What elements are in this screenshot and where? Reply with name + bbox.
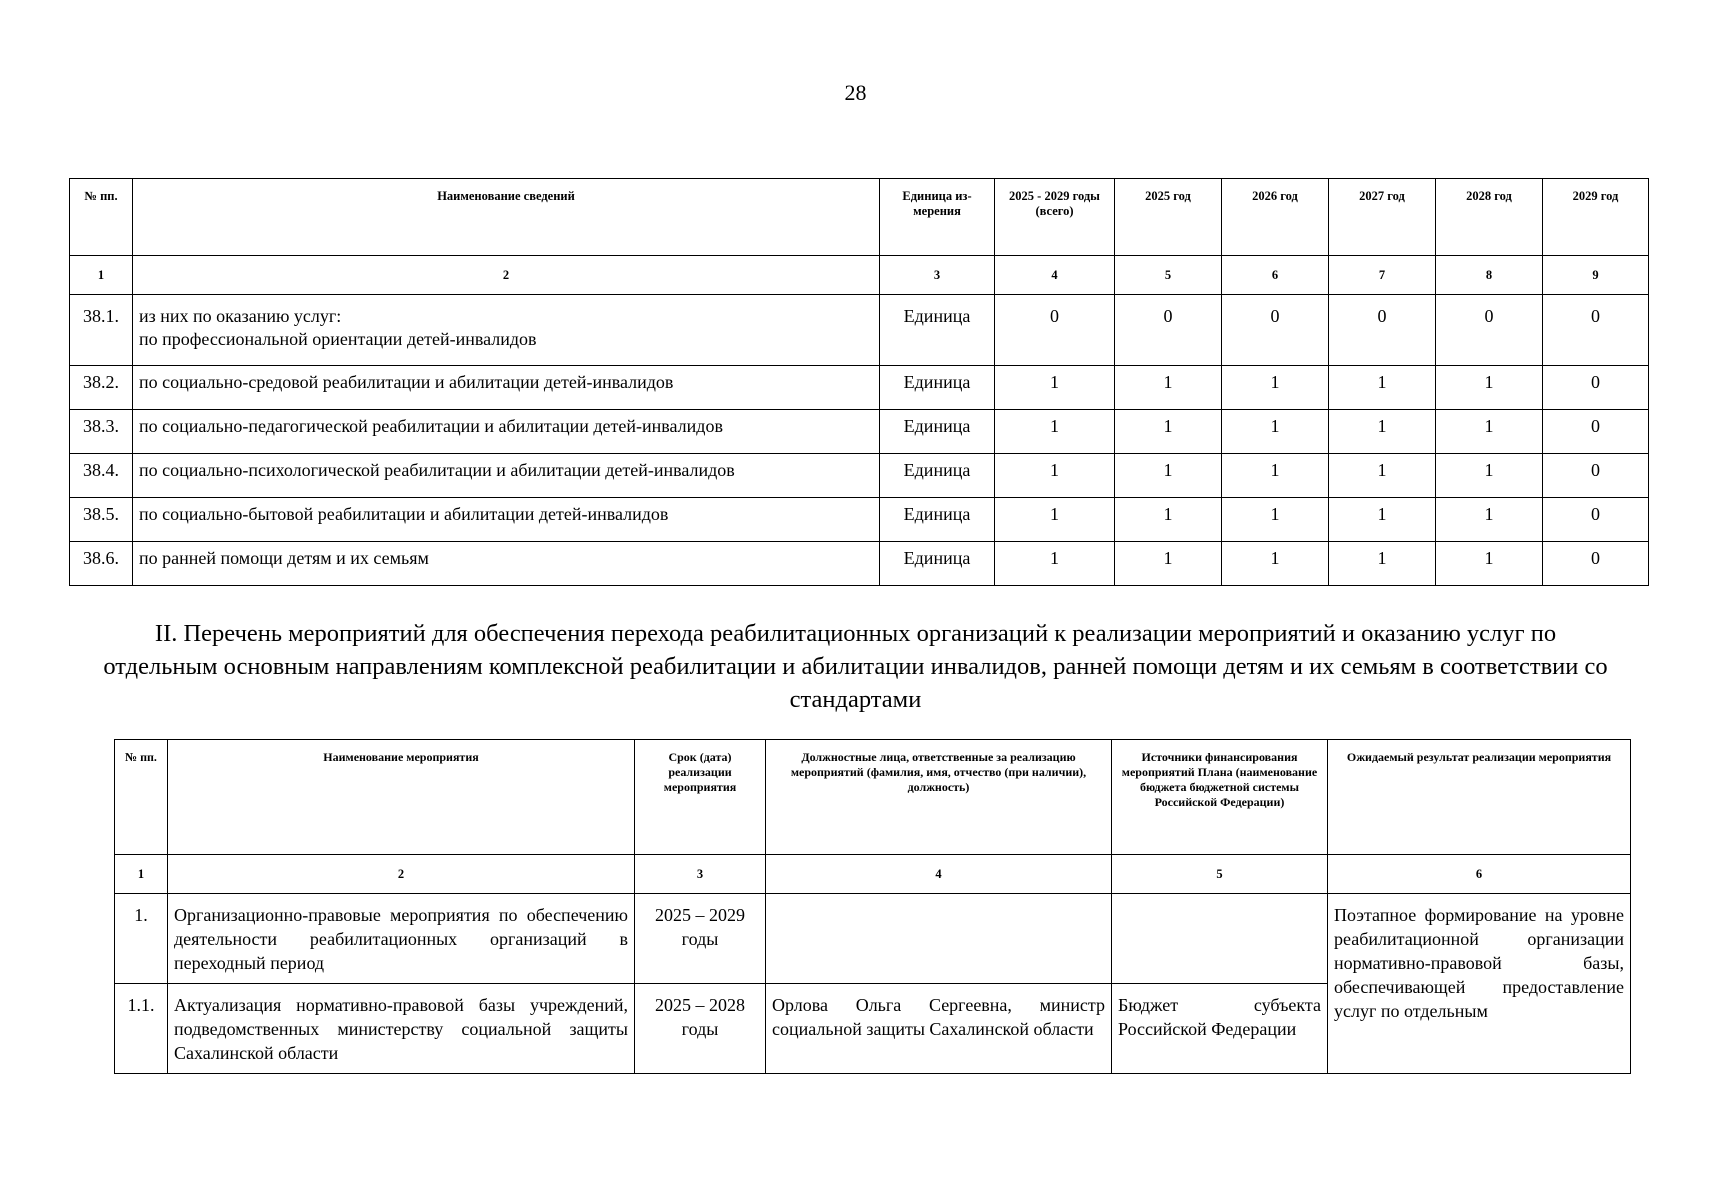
row-number: 38.6.	[70, 542, 133, 586]
measure-responsible	[766, 894, 1112, 984]
value-2029: 0	[1543, 498, 1649, 542]
value-2028: 0	[1436, 295, 1543, 366]
measure-term: 2025 – 2029 годы	[635, 894, 766, 984]
row-number: 38.2.	[70, 366, 133, 410]
row-name-line: по профессиональной ориентации детей-инвалидов	[139, 329, 537, 349]
value-2027: 0	[1329, 295, 1436, 366]
header-cell: 2028 год	[1436, 179, 1543, 256]
header-cell: Должностные лица, ответственные за реализацию мероприятий (фамилия, имя, отчество (при наличии), должность)	[766, 740, 1112, 855]
row-number: 38.4.	[70, 454, 133, 498]
column-number: 2	[168, 855, 635, 894]
value-2025: 1	[1115, 498, 1222, 542]
value-2027: 1	[1329, 454, 1436, 498]
row-number: 38.5.	[70, 498, 133, 542]
value-2029: 0	[1543, 454, 1649, 498]
section-title: II. Перечень мероприятий для обеспечения перехода реабилитационных организаций к реализации мероприятий и оказанию услуг по отдельным основным направлениям комплексной реабилитации и абилитации инвалидов, ранней помощи детям и их семьям в соответствии со стандартами	[103, 620, 1608, 713]
header-cell: Наименование мероприятия	[168, 740, 635, 855]
page-number: 28	[844, 80, 867, 105]
column-number: 1	[115, 855, 168, 894]
header-cell: 2029 год	[1543, 179, 1649, 256]
table-row	[70, 498, 1649, 542]
column-number: 5	[1112, 855, 1328, 894]
column-number: 5	[1115, 256, 1222, 295]
measures-table	[114, 739, 1631, 1074]
row-number: 1.	[115, 894, 168, 984]
value-2028: 1	[1436, 542, 1543, 586]
row-unit: Единица	[880, 498, 995, 542]
value-2029: 0	[1543, 410, 1649, 454]
row-name: по социально-педагогической реабилитации и абилитации детей-инвалидов	[133, 410, 880, 454]
row-number: 38.3.	[70, 410, 133, 454]
value-2026: 1	[1222, 366, 1329, 410]
measure-source: Бюджет субъекта Российской Федерации	[1112, 984, 1328, 1074]
value-2025: 1	[1115, 366, 1222, 410]
column-number: 3	[635, 855, 766, 894]
column-number: 3	[880, 256, 995, 295]
row-unit: Единица	[880, 410, 995, 454]
header-cell: 2025 год	[1115, 179, 1222, 256]
value-2026: 1	[1222, 410, 1329, 454]
measure-term: 2025 – 2028 годы	[635, 984, 766, 1074]
row-name: по социально-средовой реабилитации и абилитации детей-инвалидов	[133, 366, 880, 410]
header-cell: 2025 - 2029 годы (всего)	[995, 179, 1115, 256]
table-row	[70, 542, 1649, 586]
value-2027: 1	[1329, 366, 1436, 410]
value-total: 0	[995, 295, 1115, 366]
header-cell: № пп.	[70, 179, 133, 256]
value-2026: 0	[1222, 295, 1329, 366]
value-2025: 1	[1115, 410, 1222, 454]
measure-name: Организационно-правовые мероприятия по обеспечению деятельности реабилитационных организаций в переходный период	[168, 894, 635, 984]
column-number: 6	[1222, 256, 1329, 295]
value-2025: 0	[1115, 295, 1222, 366]
value-2029: 0	[1543, 366, 1649, 410]
table-row	[70, 366, 1649, 410]
column-number: 2	[133, 256, 880, 295]
header-cell: Единица из-мерения	[880, 179, 995, 256]
value-2028: 1	[1436, 410, 1543, 454]
value-2027: 1	[1329, 498, 1436, 542]
row-name: по социально-психологической реабилитации и абилитации детей-инвалидов	[133, 454, 880, 498]
table-header-row	[115, 740, 1631, 855]
indicators-table	[69, 178, 1649, 586]
column-number: 8	[1436, 256, 1543, 295]
value-2028: 1	[1436, 366, 1543, 410]
column-number-row	[70, 256, 1649, 295]
header-cell: Срок (дата) реализации мероприятия	[635, 740, 766, 855]
measure-source	[1112, 894, 1328, 984]
table-header-row	[70, 179, 1649, 256]
row-unit: Единица	[880, 295, 995, 366]
row-unit: Единица	[880, 366, 995, 410]
table-row	[115, 894, 1631, 984]
column-number: 7	[1329, 256, 1436, 295]
column-number: 9	[1543, 256, 1649, 295]
expected-result: Поэтапное формирование на уровне реабилитационной организации нормативно-правовой базы, обеспечивающей предоставление услуг по отдельным	[1328, 894, 1631, 1074]
column-number: 4	[766, 855, 1112, 894]
value-2028: 1	[1436, 498, 1543, 542]
value-2025: 1	[1115, 454, 1222, 498]
row-name	[133, 295, 880, 366]
row-name: по ранней помощи детям и их семьям	[133, 542, 880, 586]
table-row	[70, 410, 1649, 454]
value-2026: 1	[1222, 498, 1329, 542]
column-number-row	[115, 855, 1631, 894]
row-name-line: из них по оказанию услуг:	[139, 306, 342, 326]
value-2029: 0	[1543, 542, 1649, 586]
value-2026: 1	[1222, 542, 1329, 586]
row-unit: Единица	[880, 454, 995, 498]
table-row	[70, 454, 1649, 498]
header-cell: Ожидаемый результат реализации мероприятия	[1328, 740, 1631, 855]
value-2028: 1	[1436, 454, 1543, 498]
row-unit: Единица	[880, 542, 995, 586]
header-cell: Наименование сведений	[133, 179, 880, 256]
header-cell: № пп.	[115, 740, 168, 855]
value-total: 1	[995, 498, 1115, 542]
column-number: 1	[70, 256, 133, 295]
value-2027: 1	[1329, 410, 1436, 454]
measure-responsible: Орлова Ольга Сергеевна, министр социальной защиты Сахалинской области	[766, 984, 1112, 1074]
value-2026: 1	[1222, 454, 1329, 498]
column-number: 6	[1328, 855, 1631, 894]
value-total: 1	[995, 410, 1115, 454]
value-2027: 1	[1329, 542, 1436, 586]
measure-name: Актуализация нормативно-правовой базы учреждений, подведомственных министерству социальной защиты Сахалинской области	[168, 984, 635, 1074]
value-2029: 0	[1543, 295, 1649, 366]
row-name: по социально-бытовой реабилитации и абилитации детей-инвалидов	[133, 498, 880, 542]
value-2025: 1	[1115, 542, 1222, 586]
column-number: 4	[995, 256, 1115, 295]
header-cell: 2027 год	[1329, 179, 1436, 256]
row-number: 1.1.	[115, 984, 168, 1074]
row-number: 38.1.	[70, 295, 133, 366]
table-row	[70, 295, 1649, 366]
header-cell: 2026 год	[1222, 179, 1329, 256]
value-total: 1	[995, 542, 1115, 586]
value-total: 1	[995, 366, 1115, 410]
header-cell: Источники финансирования мероприятий Плана (наименование бюджета бюджетной системы Российской Федерации)	[1112, 740, 1328, 855]
value-total: 1	[995, 454, 1115, 498]
